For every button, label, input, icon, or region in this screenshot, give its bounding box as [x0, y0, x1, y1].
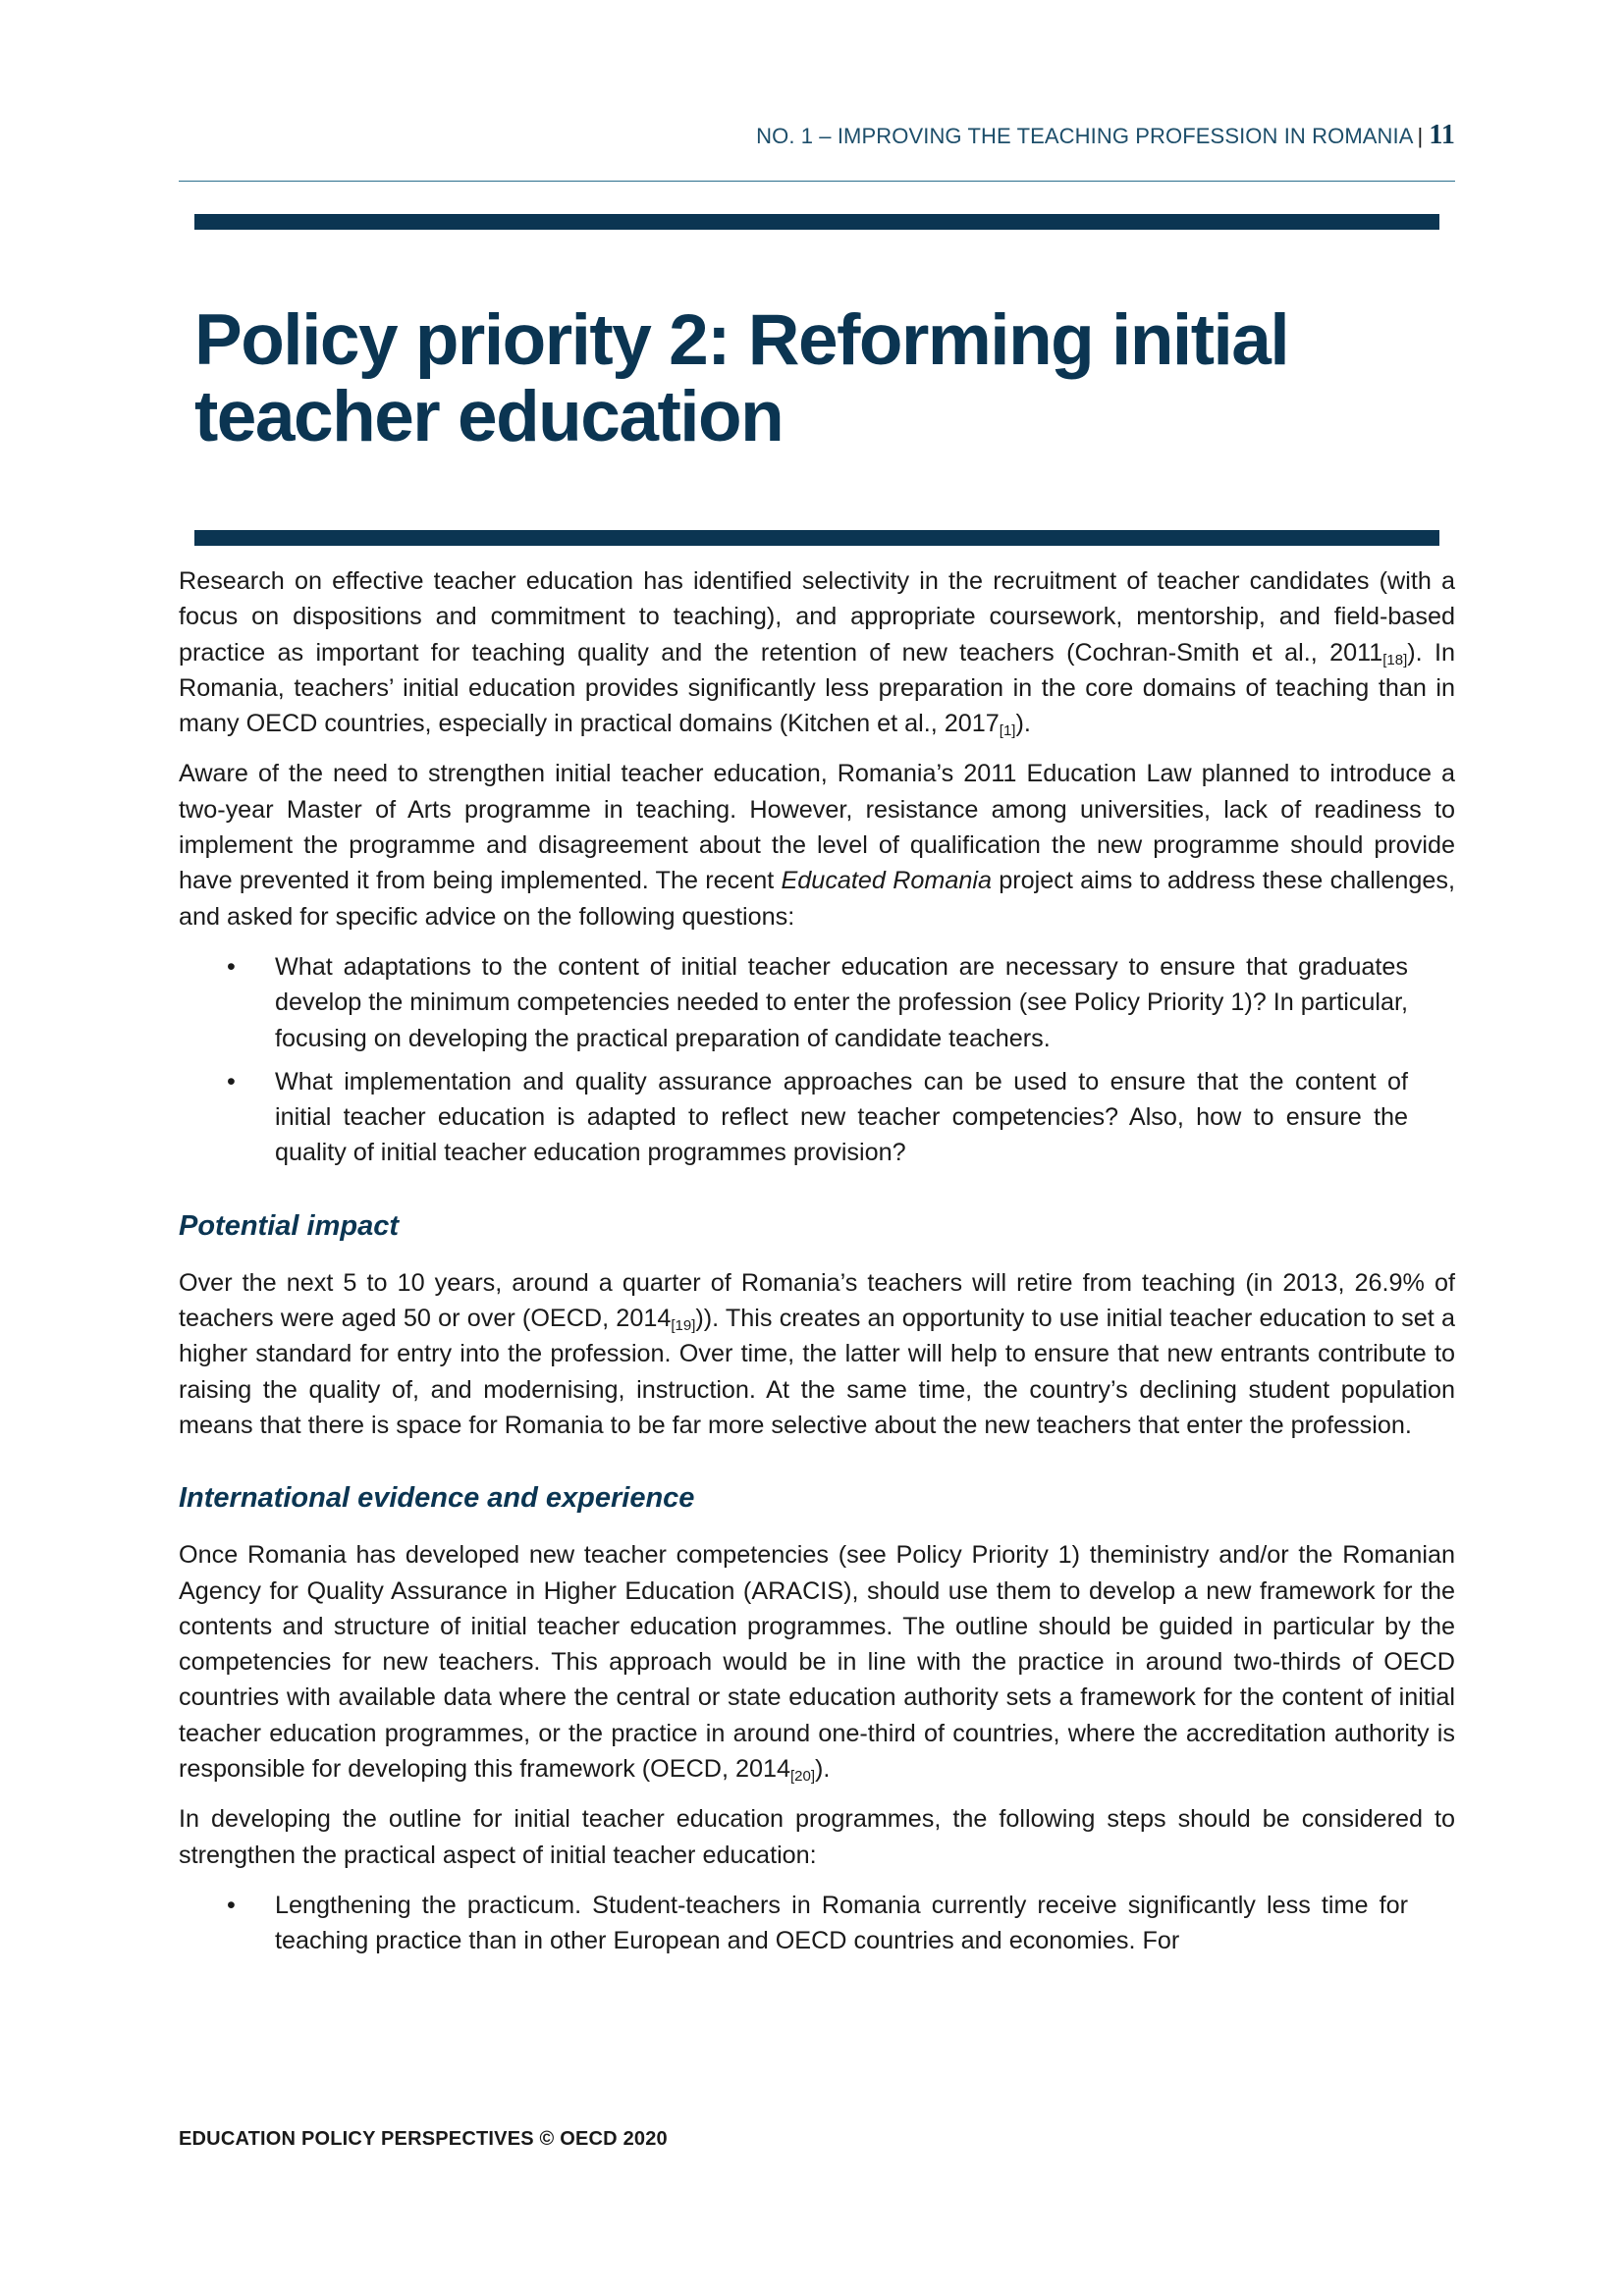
page-title-line-1: Policy priority 2: Reforming initial	[194, 300, 1289, 380]
section-heading-international-evidence: International evidence and experience	[179, 1482, 695, 1515]
list-item	[179, 1888, 1455, 1959]
list-item-text: Lengthening the practicum. Student-teachers in Romania currently receive significantly less time for teaching practice than in other European and OECD countries and economies. For	[275, 1891, 1408, 1955]
citation-ref: [20]	[790, 1768, 816, 1786]
title-bottom-bar	[194, 530, 1439, 546]
running-title: NO. 1 – IMPROVING THE TEACHING PROFESSION IN ROMANIA	[756, 124, 1414, 148]
text-run: Research on effective teacher education has identified selectivity in the recruitment of teacher candidates (with a focus on dispositions and commitment to teaching), and appropriate coursework, mentorship, and field-based practice as important for teaching quality and the retention of new teachers (Cochran-Smith et al., 2011	[179, 567, 1455, 667]
section-heading-potential-impact: Potential impact	[179, 1209, 399, 1242]
page-title-line-2: teacher education	[194, 377, 784, 456]
page-number: 11	[1429, 120, 1455, 150]
page-title	[194, 302, 1412, 455]
text-run: ).	[815, 1755, 831, 1784]
header-rule	[179, 181, 1455, 182]
title-top-bar	[194, 214, 1439, 230]
text-run: ). In Romania, teachers’ initial education provides significantly less preparation in the core domains of teaching than in many OECD countries, especially in practical domains (Kitchen et al., 2017	[179, 638, 1455, 738]
citation-ref: [19]	[671, 1317, 696, 1335]
text-run: project aims to address these challenges, and asked for specific advice on the following questions:	[179, 867, 1456, 931]
questions-list	[179, 949, 1455, 1171]
bullet-icon: •	[227, 952, 236, 981]
bullet-icon: •	[227, 1891, 236, 1919]
intro-paragraph-2	[179, 756, 1455, 934]
impact-paragraph	[179, 1265, 1455, 1443]
project-name: Educated Romania	[781, 867, 992, 895]
text-run: )). This creates an opportunity to use initial teacher education to set a higher standard for entry into the profession. Over time, the latter will help to ensure that new entrants contribute to raising the quality of, and modernising, instruction. At the same time, the country’s declining student population means that there is space for Romania to be far more selective about the new teachers that enter the profession.	[179, 1305, 1455, 1439]
citation-ref: [18]	[1382, 651, 1408, 668]
bullet-icon: •	[227, 1067, 236, 1095]
header-separator: |	[1417, 124, 1424, 148]
citation-ref: [1]	[999, 722, 1016, 740]
body-content	[179, 563, 1455, 1981]
evidence-paragraph-2: In developing the outline for initial teacher education programmes, the following steps should be considered to strengthen the practical aspect of initial teacher education:	[179, 1805, 1455, 1869]
text-run: Once Romania has developed new teacher competencies (see Policy Priority 1) theministry and/or the Romanian Agency for Quality Assurance in Higher Education (ARACIS), should use them to develop a new framework for the contents and structure of initial teacher education programmes. The outline should be guided in particular by the competencies for new teachers. This approach would be in line with the practice in around two-thirds of OECD countries with available data where the central or state education authority sets a framework for the content of initial teacher education programmes, or the practice in around one-third of countries, where the accreditation authority is responsible for developing this framework (OECD, 2014	[179, 1541, 1455, 1784]
running-header	[756, 120, 1455, 151]
steps-list	[179, 1888, 1455, 1959]
text-run: Aware of the need to strengthen initial teacher education, Romania’s 2011 Education Law planned to introduce a two-year Master of Arts programme in teaching. However, resistance among universities, lack of readiness to implement the programme and disagreement about the level of qualification the new programme should provide have prevented it from being implemented. The recent	[179, 760, 1455, 895]
list-item-text: What implementation and quality assurance approaches can be used to ensure that the content of initial teacher education is adapted to reflect new teacher competencies? Also, how to ensure the quality of initial teacher education programmes provision?	[275, 1067, 1408, 1167]
text-run: Over the next 5 to 10 years, around a quarter of Romania’s teachers will retire from teaching (in 2013, 26.9% of teachers were aged 50 or over (OECD, 2014	[179, 1268, 1455, 1333]
page-footer: EDUCATION POLICY PERSPECTIVES © OECD 2020	[179, 2128, 668, 2150]
intro-paragraph-1	[179, 563, 1455, 741]
list-item-text: What adaptations to the content of initial teacher education are necessary to ensure that graduates develop the minimum competencies needed to enter the profession (see Policy Priority 1)? In particular, focusing on developing the practical preparation of candidate teachers.	[275, 952, 1408, 1052]
evidence-paragraph-1	[179, 1537, 1455, 1787]
list-item	[179, 1064, 1455, 1171]
text-run: ).	[1015, 710, 1031, 738]
list-item	[179, 949, 1455, 1056]
